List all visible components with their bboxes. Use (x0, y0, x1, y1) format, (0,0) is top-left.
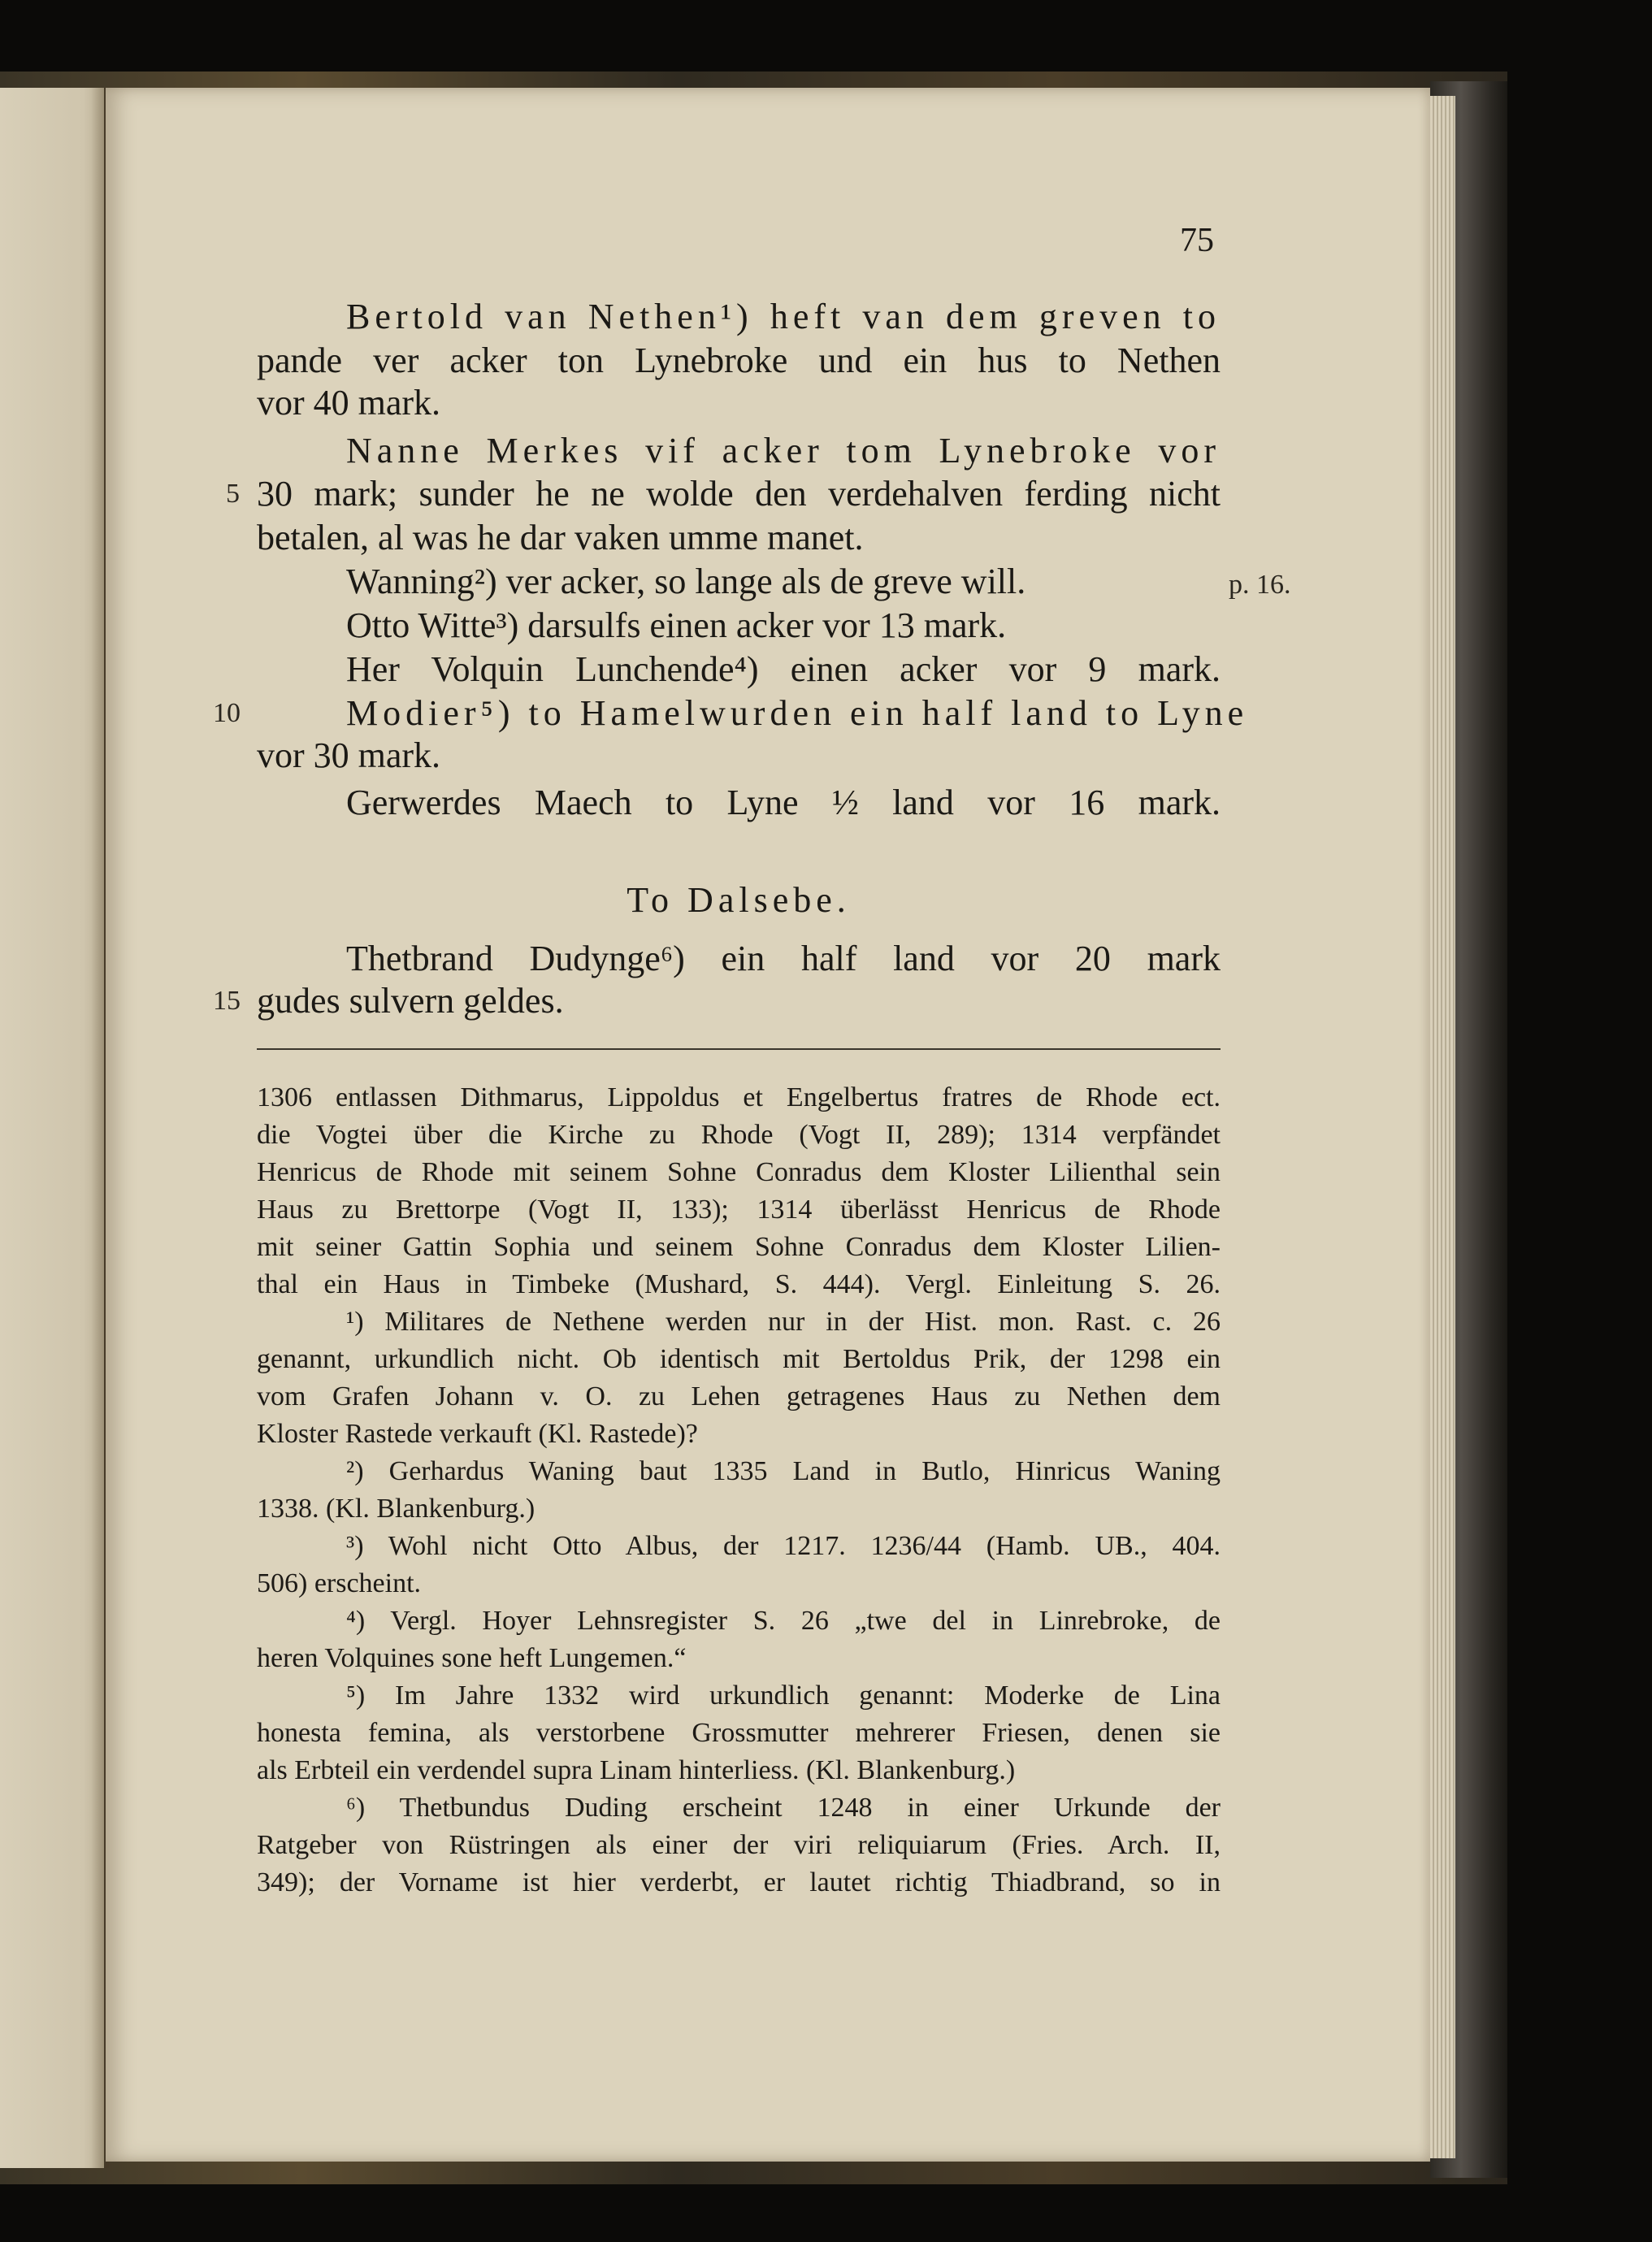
body-line: Bertold van Nethen¹) heft van dem greven to (346, 297, 1221, 336)
line-number-margin: 15 (213, 986, 241, 1016)
footnote-line: die Vogtei über die Kirche zu Rhode (Vogt II, 289); 1314 verpfändet (257, 1120, 1221, 1150)
footnote-line: ⁴) Vergl. Hoyer Lehnsregister S. 26 „twe del in Linrebroke, de (346, 1606, 1221, 1636)
body-line: Thetbrand Dudynge⁶) ein half land vor 20 mark (346, 939, 1221, 978)
body-line: betalen, al was he dar vaken umme manet. (257, 518, 864, 557)
body-line: Wanning²) ver acker, so lange als de greve will. (346, 562, 1026, 601)
page-number: 75 (1180, 222, 1214, 259)
body-line: Modier⁵) to Hamelwurden ein half land to Lyne (346, 693, 1249, 733)
footnote-separator (257, 1048, 1221, 1050)
section-heading: To Dalsebe. (627, 880, 851, 920)
footnote-line: ⁶) Thetbundus Duding erscheint 1248 in einer Urkunde der (346, 1793, 1221, 1823)
footnote-line: mit seiner Gattin Sophia und seinem Sohne Conradus dem Kloster Lilien- (257, 1232, 1221, 1262)
body-line: vor 40 mark. (257, 383, 441, 423)
footnote-line: ⁵) Im Jahre 1332 wird urkundlich genannt: Moderke de Lina (346, 1680, 1221, 1711)
footnote-line: Ratgeber von Rüstringen als einer der viri reliquiarum (Fries. Arch. II, (257, 1830, 1221, 1860)
footnote-line: 349); der Vorname ist hier verderbt, er lautet richtig Thiadbrand, so in (257, 1867, 1221, 1897)
page-edges (1426, 96, 1455, 2158)
footnote-line: ¹) Militares de Nethene werden nur in der Hist. mon. Rast. c. 26 (346, 1307, 1221, 1337)
body-line: 30 mark; sunder he ne wolde den verdehalven ferding nicht (257, 474, 1221, 514)
footnote-line: als Erbteil ein verdendel supra Linam hinterliess. (Kl. Blankenburg.) (257, 1755, 1016, 1785)
body-line: Gerwerdes Maech to Lyne ½ land vor 16 mark. (346, 783, 1221, 822)
line-number-margin: 10 (213, 698, 241, 728)
line-number-margin: 5 (226, 479, 240, 509)
footnote-line: honesta femina, als verstorbene Grossmutter mehrerer Friesen, denen sie (257, 1718, 1221, 1748)
body-line: Otto Witte³) darsulfs einen acker vor 13 mark. (346, 605, 1007, 645)
body-line: pande ver acker ton Lynebroke und ein hus to Nethen (257, 340, 1221, 380)
footnote-line: heren Volquines sone heft Lungemen.“ (257, 1643, 687, 1673)
body-line: Her Volquin Lunchende⁴) einen acker vor 9 mark. (346, 649, 1221, 689)
footnote-line: ³) Wohl nicht Otto Albus, der 1217. 1236/44 (Hamb. UB., 404. (346, 1531, 1221, 1561)
facing-page-edge (0, 88, 104, 2168)
footnote-line: 1306 entlassen Dithmarus, Lippoldus et Engelbertus fratres de Rhode ect. (257, 1082, 1221, 1112)
footnote-line: 1338. (Kl. Blankenburg.) (257, 1494, 535, 1524)
footnote-line: vom Grafen Johann v. O. zu Lehen getragenes Haus zu Nethen dem (257, 1381, 1221, 1412)
body-line: Nanne Merkes vif acker tom Lynebroke vor (346, 431, 1221, 471)
footnote-line: Kloster Rastede verkauft (Kl. Rastede)? (257, 1419, 698, 1449)
footnote-line: thal ein Haus in Timbeke (Mushard, S. 444). Vergl. Einleitung S. 26. (257, 1269, 1221, 1299)
footnote-line: Henricus de Rhode mit seinem Sohne Conradus dem Kloster Lilienthal sein (257, 1157, 1221, 1187)
footnote-line: genannt, urkundlich nicht. Ob identisch mit Bertoldus Prik, der 1298 ein (257, 1344, 1221, 1374)
footnote-line: Haus zu Brettorpe (Vogt II, 133); 1314 überlässt Henricus de Rhode (257, 1195, 1221, 1225)
page-reference-margin: p. 16. (1229, 570, 1291, 600)
body-line: gudes sulvern geldes. (257, 981, 564, 1021)
footnote-line: ²) Gerhardus Waning baut 1335 Land in Butlo, Hinricus Waning (346, 1456, 1221, 1486)
body-line: vor 30 mark. (257, 735, 441, 775)
footnote-line: 506) erscheint. (257, 1568, 422, 1598)
